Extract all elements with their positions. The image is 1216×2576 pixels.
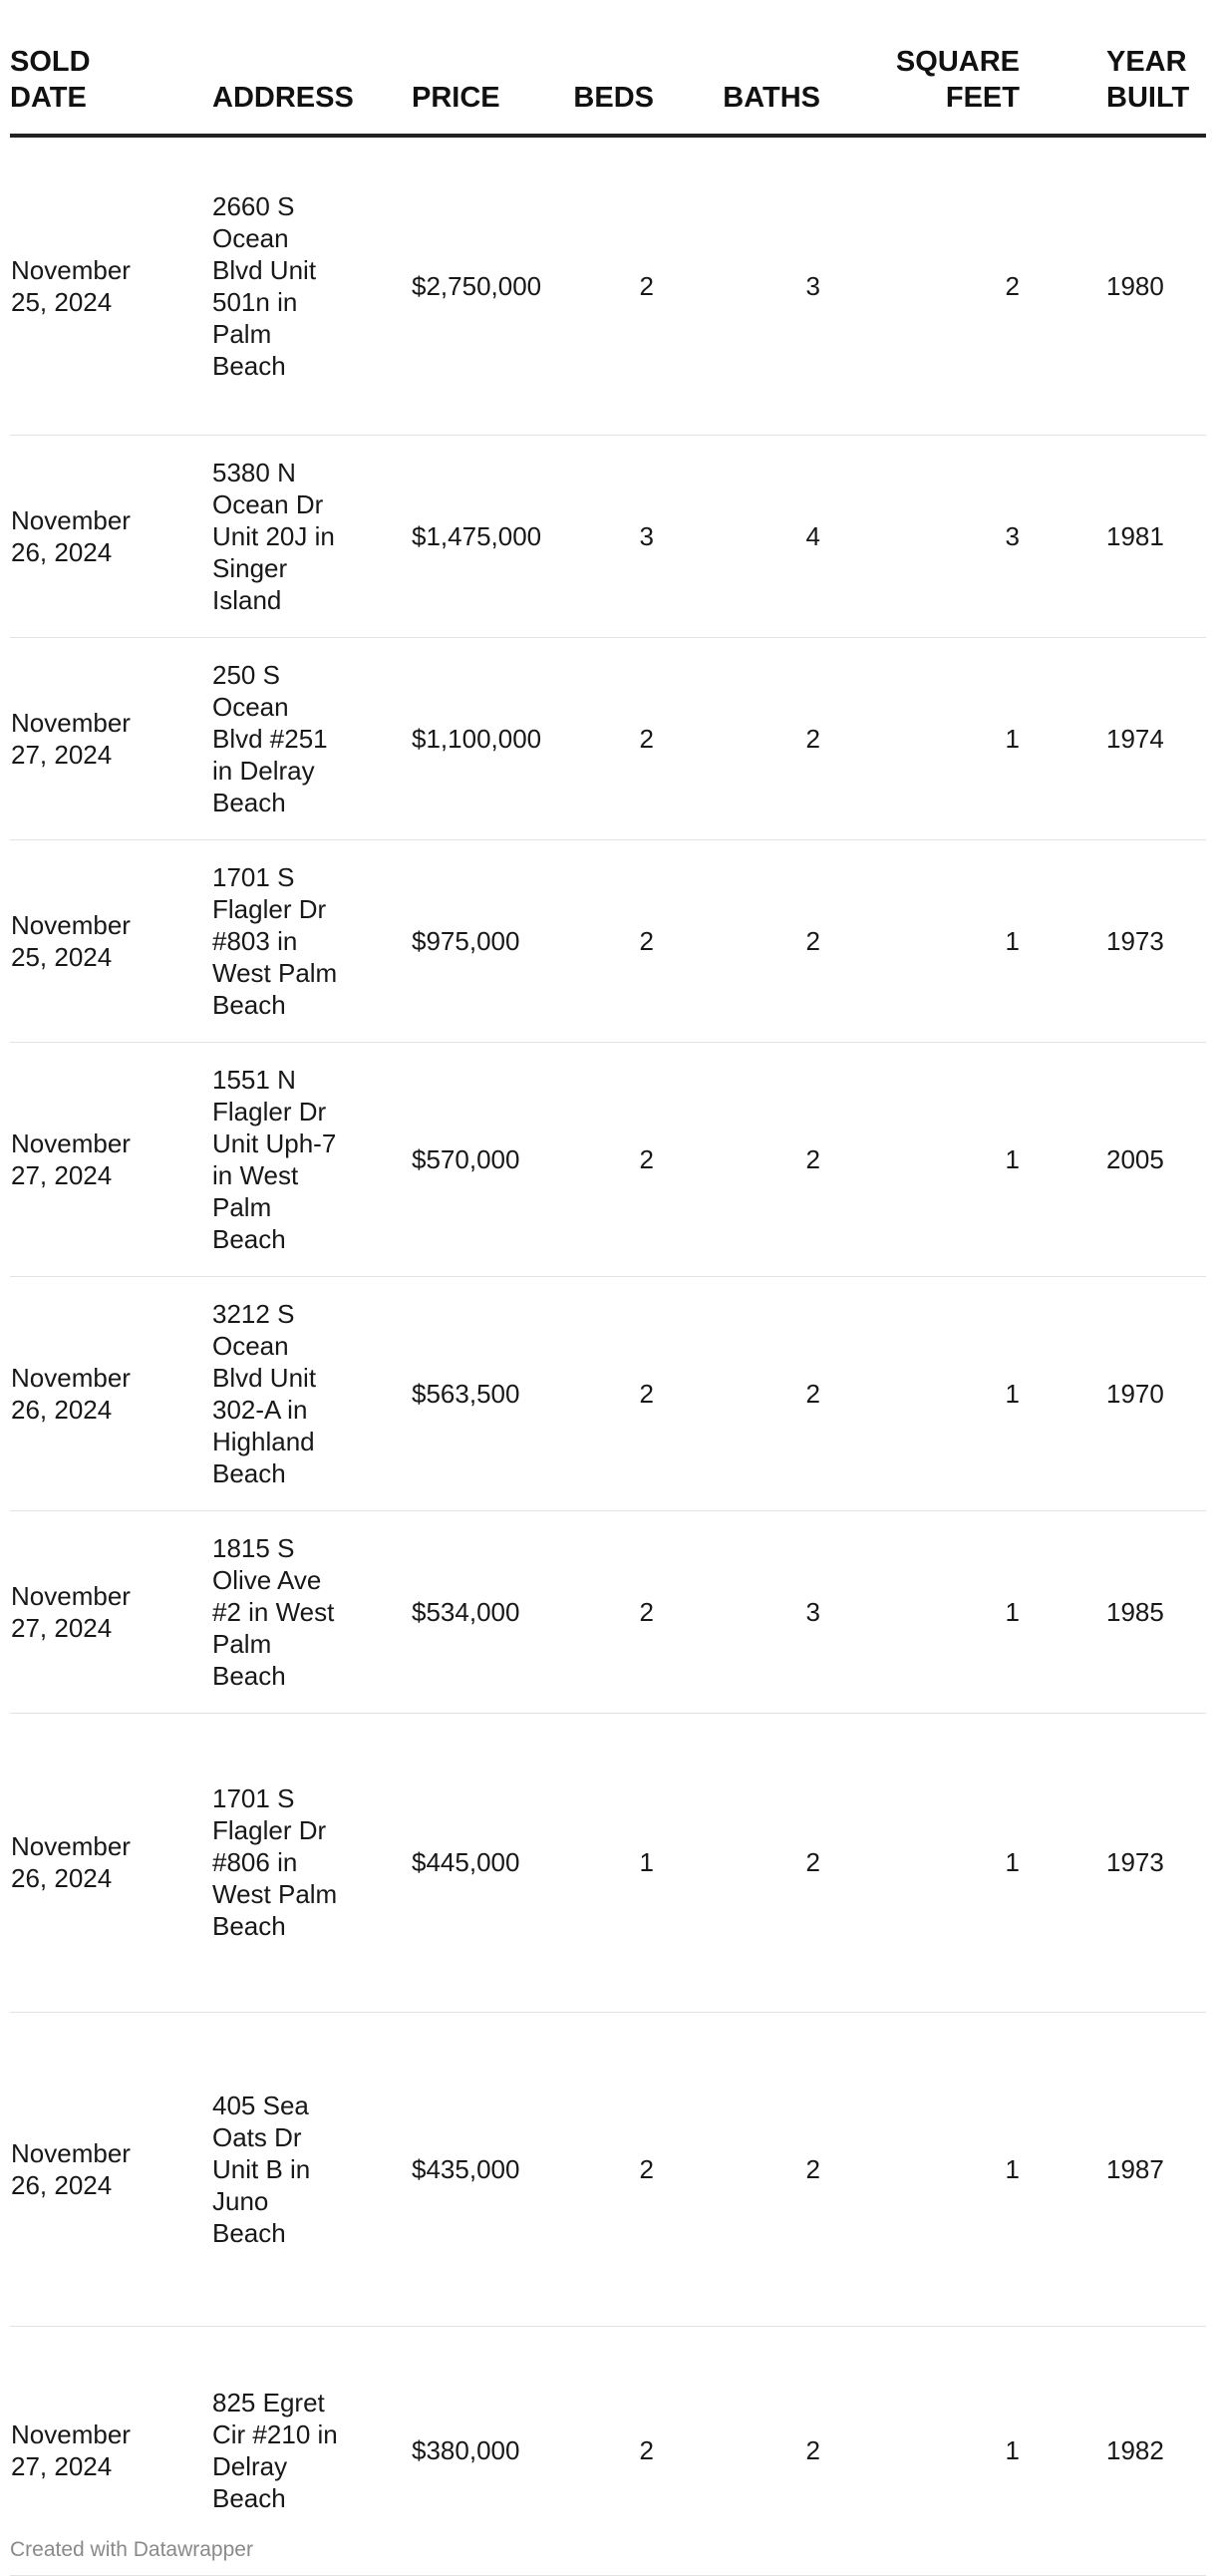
cell-address-line: Beach [212,1660,286,1691]
cell-beds: 2 [553,839,696,1042]
cell-sold-date-line: November [11,504,131,535]
cell-address-line: Beach [212,2483,286,2513]
cell-year-built: 2005 [1042,1042,1206,1276]
cell-year-built: 1980 [1042,136,1206,435]
cell-sold-date-line: November [11,707,131,738]
cell-square-feet: 3 [862,435,1042,637]
cell-square-feet: 1 [862,2326,1042,2575]
cell-sold-date-line: November [11,1127,131,1158]
table-row [10,435,1206,637]
cell-baths: 3 [696,1510,862,1713]
cell-beds: 2 [553,2326,696,2575]
cell-address-line: Unit Uph-7 [212,1127,337,1158]
cell-sold-date-line: 27, 2024 [11,2451,113,2481]
cell-sold-date-line: November [11,1362,131,1393]
cell-beds: 2 [553,136,696,435]
cell-sold-date-line: 26, 2024 [11,536,113,567]
cell-address-line: Palm [212,1191,272,1222]
column-header-year-built[interactable]: YEAR BUILT [1042,0,1206,136]
cell-address-line: 2660 S [212,190,295,221]
cell-price: $1,100,000 [402,637,553,839]
cell-address-line: 250 S [212,659,280,690]
cell-baths: 2 [696,637,862,839]
cell-year-built: 1982 [1042,2326,1206,2575]
table-row [10,1713,1206,2012]
cell-address-line: Singer [212,552,288,583]
cell-beds: 2 [553,1510,696,1713]
table-container [10,0,1206,2576]
cell-beds: 2 [553,637,696,839]
cell-address-line: 5380 N [212,457,296,487]
cell-price: $1,475,000 [402,435,553,637]
cell-baths: 2 [696,839,862,1042]
cell-address-line: Delray [212,2451,288,2481]
cell-address-line: in Delray [212,755,315,786]
cell-address-line: West Palm [212,1879,338,1909]
cell-address-line: Beach [212,787,286,817]
cell-square-feet: 1 [862,1276,1042,1510]
cell-address-line: Island [212,584,282,615]
table-header-row [10,0,1206,136]
cell-sold-date-line: November [11,2419,131,2449]
table-row [10,1042,1206,1276]
cell-beds: 2 [553,2012,696,2326]
cell-baths: 2 [696,1276,862,1510]
cell-address-line: Oats Dr [212,2121,302,2152]
cell-sold-date-line: 27, 2024 [11,1159,113,1190]
cell-sold-date-line: 26, 2024 [11,1863,113,1893]
cell-address-line: 1551 N [212,1064,296,1095]
cell-square-feet: 1 [862,637,1042,839]
cell-address [202,435,402,637]
cell-square-feet: 1 [862,839,1042,1042]
table-row [10,136,1206,435]
table-body [10,136,1206,2575]
cell-address-line: Beach [212,1911,286,1941]
cell-address-line: Unit B in [212,2153,311,2184]
cell-price: $534,000 [402,1510,553,1713]
cell-sold-date [10,839,202,1042]
cell-address-line: Blvd Unit [212,1362,317,1393]
cell-address-line: Flagler Dr [212,893,327,924]
cell-sold-date [10,1276,202,1510]
cell-year-built: 1985 [1042,1510,1206,1713]
cell-sold-date-line: 26, 2024 [11,2169,113,2200]
cell-beds: 3 [553,435,696,637]
cell-address-line: Beach [212,2217,286,2248]
cell-sold-date-line: 27, 2024 [11,739,113,770]
cell-year-built: 1973 [1042,1713,1206,2012]
cell-price: $435,000 [402,2012,553,2326]
cell-baths: 2 [696,1042,862,1276]
cell-address-line: #806 in [212,1847,298,1877]
cell-beds: 2 [553,1042,696,1276]
cell-address-line: Blvd Unit [212,254,317,285]
cell-address-line: Ocean [212,1330,289,1361]
cell-address [202,1510,402,1713]
table-row [10,839,1206,1042]
cell-address [202,637,402,839]
cell-square-feet: 1 [862,1510,1042,1713]
cell-beds: 1 [553,1713,696,2012]
cell-address-line: 1815 S [212,1532,295,1563]
cell-sold-date-line: 25, 2024 [11,941,113,972]
cell-sold-date [10,637,202,839]
cell-address-line: Cir #210 in [212,2419,338,2449]
cell-price: $975,000 [402,839,553,1042]
cell-price: $445,000 [402,1713,553,2012]
cell-sold-date-line: November [11,254,131,285]
column-header-beds[interactable]: BEDS [553,0,696,136]
cell-address-line: #2 in West [212,1596,335,1627]
cell-address-line: #803 in [212,925,298,956]
cell-address-line: Blvd #251 [212,723,328,754]
table-row [10,637,1206,839]
table-row [10,1510,1206,1713]
cell-sold-date-line: 26, 2024 [11,1394,113,1425]
cell-sold-date-line: November [11,1831,131,1861]
cell-year-built: 1973 [1042,839,1206,1042]
cell-sold-date-line: 27, 2024 [11,1612,113,1643]
cell-year-built: 1970 [1042,1276,1206,1510]
cell-address-line: Flagler Dr [212,1815,327,1845]
cell-baths: 3 [696,136,862,435]
cell-square-feet: 1 [862,2012,1042,2326]
column-header-square-feet[interactable]: SQUARE FEET [862,0,1042,136]
cell-year-built: 1987 [1042,2012,1206,2326]
cell-address-line: Flagler Dr [212,1096,327,1127]
cell-address-line: Beach [212,1457,286,1488]
cell-address [202,1713,402,2012]
cell-sold-date [10,435,202,637]
cell-square-feet: 1 [862,1713,1042,2012]
cell-address-line: Highland [212,1426,315,1456]
cell-address-line: in West [212,1159,299,1190]
cell-address-line: 501n in [212,286,298,317]
cell-sold-date [10,1713,202,2012]
cell-address-line: 1701 S [212,1783,295,1813]
cell-address [202,1042,402,1276]
cell-address-line: 1701 S [212,861,295,892]
cell-address-line: West Palm [212,957,338,988]
cell-baths: 4 [696,435,862,637]
cell-baths: 2 [696,2012,862,2326]
cell-address-line: 405 Sea [212,2090,309,2120]
footer-credit: Created with Datawrapper [10,2538,253,2561]
column-header-sold-date[interactable]: SOLD DATE [10,0,202,136]
cell-address [202,1276,402,1510]
cell-address-line: Ocean Dr [212,488,324,519]
cell-address-line: Ocean [212,691,289,722]
column-header-price[interactable]: PRICE [402,0,553,136]
cell-price: $563,500 [402,1276,553,1510]
cell-address-line: 3212 S [212,1298,295,1329]
cell-address-line: Ocean [212,222,289,253]
cell-square-feet: 2 [862,136,1042,435]
cell-address [202,2012,402,2326]
cell-year-built: 1974 [1042,637,1206,839]
cell-address-line: 825 Egret [212,2388,325,2417]
cell-address-line: Unit 20J in [212,520,335,551]
cell-sold-date [10,1510,202,1713]
cell-address-line: Palm [212,1628,272,1659]
cell-address-line: Beach [212,350,286,381]
cell-sold-date [10,1042,202,1276]
cell-beds: 2 [553,1276,696,1510]
column-header-baths[interactable]: BATHS [696,0,862,136]
cell-baths: 2 [696,1713,862,2012]
table-row [10,1276,1206,1510]
cell-baths: 2 [696,2326,862,2575]
cell-year-built: 1981 [1042,435,1206,637]
cell-address-line: Beach [212,989,286,1020]
cell-address-line: Palm [212,318,272,349]
cell-price: $380,000 [402,2326,553,2575]
cell-sold-date-line: November [11,909,131,940]
cell-address-line: Juno [212,2185,269,2216]
cell-sold-date [10,2012,202,2326]
cell-address [202,839,402,1042]
column-header-address[interactable]: ADDRESS [202,0,402,136]
sales-table [10,0,1206,2576]
cell-price: $570,000 [402,1042,553,1276]
cell-price: $2,750,000 [402,136,553,435]
cell-address-line: Olive Ave [212,1564,322,1595]
cell-address [202,136,402,435]
table-row [10,2012,1206,2326]
cell-square-feet: 1 [862,1042,1042,1276]
cell-address-line: 302-A in [212,1394,308,1425]
cell-sold-date-line: November [11,1580,131,1611]
cell-sold-date-line: November [11,2137,131,2168]
cell-sold-date [10,136,202,435]
cell-sold-date-line: 25, 2024 [11,286,113,317]
cell-address-line: Beach [212,1223,286,1254]
